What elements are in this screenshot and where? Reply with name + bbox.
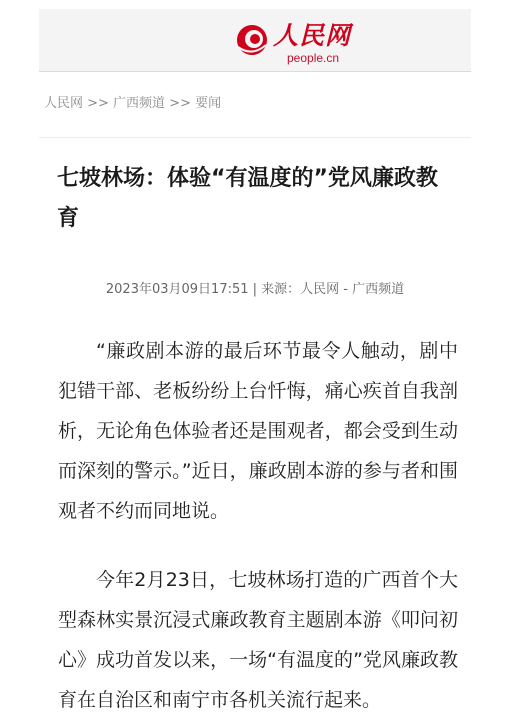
article-meta: 2023年03月09日17:51 | 来源：人民网 - 广西频道 [105,282,405,297]
logo-chinese-text: 人民网 [273,21,352,50]
article-paragraph: “廉政剧本游的最后环节最令人触动，剧中犯错干部、老板纷纷上台忏悔，痛心疾首自我剖析，无论角色体验者还是围观者，都会受到生动而深刻的警示。”近日，廉政剧本游的参与者和围观者不约而同地说。 [58,340,458,522]
logo-domain-text: people.cn [287,51,340,65]
people-cn-logo[interactable] [235,22,359,68]
people-logo-icon [235,23,269,57]
article-paragraph: 今年2月23日，七坡林场打造的广西首个大型森林实景沉浸式廉政教育主题剧本游《叩问初心》成功首发以来，一场“有温度的”党风廉政教育在自治区和南宁市各机关流行起来。 [58,569,458,711]
site-header [39,9,471,72]
breadcrumb[interactable]: 人民网 >> 广西频道 >> 要闻 [44,96,222,111]
article-title: 七坡林场：体验“有温度的”党风廉政教育 [57,166,438,231]
breadcrumb-divider [39,137,471,138]
